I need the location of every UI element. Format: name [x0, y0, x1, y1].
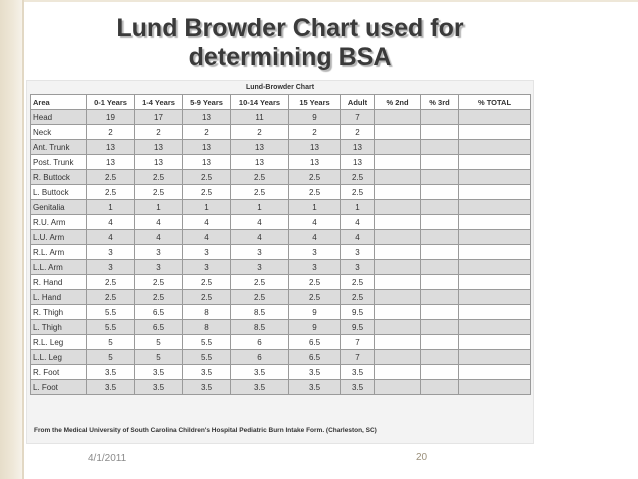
- body-area-cell: L.L. Arm: [31, 260, 87, 275]
- table-cell: [375, 290, 421, 305]
- column-header: 15 Years: [289, 95, 341, 110]
- body-area-cell: R.L. Arm: [31, 245, 87, 260]
- table-row: [31, 305, 531, 320]
- table-cell: 2.5: [183, 185, 231, 200]
- table-cell: 6.5: [135, 320, 183, 335]
- table-cell: [421, 335, 459, 350]
- table-cell: [421, 350, 459, 365]
- table-cell: [421, 185, 459, 200]
- table-cell: 2.5: [87, 170, 135, 185]
- table-cell: 13: [183, 110, 231, 125]
- table-cell: [375, 260, 421, 275]
- table-cell: 1: [135, 200, 183, 215]
- body-area-cell: Ant. Trunk: [31, 140, 87, 155]
- table-cell: 2.5: [231, 290, 289, 305]
- table-cell: [421, 110, 459, 125]
- body-area-cell: Neck: [31, 125, 87, 140]
- table-cell: 2: [135, 125, 183, 140]
- column-header: Adult: [341, 95, 375, 110]
- table-cell: 3: [289, 260, 341, 275]
- table-cell: [421, 380, 459, 395]
- table-cell: 9.5: [341, 320, 375, 335]
- table-cell: 7: [341, 335, 375, 350]
- table-cell: 13: [231, 155, 289, 170]
- table-cell: 3: [183, 260, 231, 275]
- table-cell: 13: [183, 155, 231, 170]
- table-cell: [459, 170, 531, 185]
- table-cell: [375, 380, 421, 395]
- table-cell: 13: [341, 140, 375, 155]
- table-row: [31, 170, 531, 185]
- table-cell: 3: [231, 260, 289, 275]
- table-cell: 3.5: [289, 380, 341, 395]
- table-cell: 4: [183, 230, 231, 245]
- table-cell: 8: [183, 305, 231, 320]
- table-cell: 4: [135, 230, 183, 245]
- table-cell: 2.5: [341, 275, 375, 290]
- table-cell: [375, 365, 421, 380]
- table-cell: 13: [87, 155, 135, 170]
- table-cell: 4: [87, 215, 135, 230]
- table-cell: [459, 290, 531, 305]
- table-cell: [459, 140, 531, 155]
- table-cell: 3.5: [341, 380, 375, 395]
- table-cell: [375, 200, 421, 215]
- table-cell: 3.5: [231, 380, 289, 395]
- table-cell: 3.5: [289, 365, 341, 380]
- table-cell: [459, 305, 531, 320]
- table-cell: 4: [183, 215, 231, 230]
- table-cell: 7: [341, 350, 375, 365]
- table-cell: 2.5: [183, 290, 231, 305]
- top-border-line: [24, 0, 638, 2]
- body-area-cell: L.U. Arm: [31, 230, 87, 245]
- table-cell: 2.5: [135, 170, 183, 185]
- table-cell: 2.5: [231, 170, 289, 185]
- table-cell: 3.5: [87, 365, 135, 380]
- column-header: 10-14 Years: [231, 95, 289, 110]
- table-cell: 2.5: [231, 275, 289, 290]
- table-cell: 6: [231, 350, 289, 365]
- table-cell: 2: [87, 125, 135, 140]
- table-cell: 2.5: [87, 275, 135, 290]
- table-cell: 19: [87, 110, 135, 125]
- body-area-cell: R. Foot: [31, 365, 87, 380]
- column-header: 1-4 Years: [135, 95, 183, 110]
- table-cell: 3.5: [87, 380, 135, 395]
- table-cell: 3: [183, 245, 231, 260]
- table-header-row: [31, 95, 531, 110]
- table-cell: 5: [135, 335, 183, 350]
- table-cell: 3: [135, 245, 183, 260]
- table-cell: 2.5: [341, 290, 375, 305]
- table-cell: [421, 245, 459, 260]
- table-cell: [375, 215, 421, 230]
- table-cell: 2.5: [183, 275, 231, 290]
- table-cell: [375, 350, 421, 365]
- table-row: [31, 380, 531, 395]
- table-cell: 8.5: [231, 320, 289, 335]
- table-cell: [459, 230, 531, 245]
- table-cell: 4: [231, 215, 289, 230]
- table-cell: 2.5: [341, 185, 375, 200]
- body-area-cell: Genitalia: [31, 200, 87, 215]
- table-cell: 2.5: [289, 185, 341, 200]
- body-area-cell: L. Buttock: [31, 185, 87, 200]
- table-row: [31, 230, 531, 245]
- table-cell: [375, 155, 421, 170]
- table-row: [31, 320, 531, 335]
- table-cell: 11: [231, 110, 289, 125]
- table-cell: 4: [231, 230, 289, 245]
- table-cell: 6.5: [289, 350, 341, 365]
- table-cell: 3: [289, 245, 341, 260]
- table-cell: [375, 140, 421, 155]
- table-cell: 2.5: [341, 170, 375, 185]
- table-cell: [375, 125, 421, 140]
- table-cell: [421, 305, 459, 320]
- table-cell: [459, 215, 531, 230]
- table-cell: 17: [135, 110, 183, 125]
- table-cell: 3.5: [135, 365, 183, 380]
- footer-date: 4/1/2011: [88, 453, 127, 464]
- table-row: [31, 260, 531, 275]
- table-cell: [421, 215, 459, 230]
- table-row: [31, 215, 531, 230]
- table-cell: 3.5: [341, 365, 375, 380]
- table-cell: 3.5: [183, 380, 231, 395]
- table-cell: 13: [341, 155, 375, 170]
- table-row: [31, 125, 531, 140]
- table-cell: 9: [289, 305, 341, 320]
- table-row: [31, 275, 531, 290]
- table-cell: [421, 125, 459, 140]
- table-cell: 4: [289, 230, 341, 245]
- table-cell: [459, 260, 531, 275]
- table-cell: 2.5: [289, 275, 341, 290]
- body-area-cell: R.L. Leg: [31, 335, 87, 350]
- table-row: [31, 290, 531, 305]
- table-cell: 5: [135, 350, 183, 365]
- footer-page-number: 20: [416, 452, 428, 463]
- table-cell: [421, 155, 459, 170]
- table-cell: 3: [135, 260, 183, 275]
- table-cell: 2.5: [289, 170, 341, 185]
- table-cell: 1: [289, 200, 341, 215]
- table-row: [31, 185, 531, 200]
- table-cell: 7: [341, 110, 375, 125]
- table-cell: 5: [87, 335, 135, 350]
- body-area-cell: R.U. Arm: [31, 215, 87, 230]
- table-row: [31, 200, 531, 215]
- table-cell: 13: [231, 140, 289, 155]
- table-cell: 13: [135, 155, 183, 170]
- left-bar-divider: [22, 0, 24, 479]
- table-cell: 1: [231, 200, 289, 215]
- table-cell: 6: [231, 335, 289, 350]
- column-header: 5-9 Years: [183, 95, 231, 110]
- table-cell: 8.5: [231, 305, 289, 320]
- table-cell: [459, 380, 531, 395]
- table-cell: [421, 260, 459, 275]
- table-cell: [375, 305, 421, 320]
- table-cell: [459, 245, 531, 260]
- body-area-cell: L.L. Leg: [31, 350, 87, 365]
- table-cell: [375, 230, 421, 245]
- table-cell: 2.5: [135, 185, 183, 200]
- table-body: [31, 110, 531, 395]
- lund-browder-table: [30, 94, 531, 395]
- table-cell: 1: [341, 200, 375, 215]
- table-row: [31, 335, 531, 350]
- table-cell: 5.5: [87, 305, 135, 320]
- table-cell: 9: [289, 320, 341, 335]
- table-cell: [421, 230, 459, 245]
- table-cell: 2.5: [135, 290, 183, 305]
- table-cell: 13: [183, 140, 231, 155]
- table-cell: [421, 170, 459, 185]
- table-cell: 2: [183, 125, 231, 140]
- table-row: [31, 365, 531, 380]
- table-cell: 2.5: [135, 275, 183, 290]
- table-cell: 4: [341, 230, 375, 245]
- table-cell: [459, 200, 531, 215]
- table-cell: 2: [341, 125, 375, 140]
- table-cell: 5.5: [183, 350, 231, 365]
- table-cell: [459, 350, 531, 365]
- column-header: Area: [31, 95, 87, 110]
- slide-title: Lund Browder Chart used for determining BSA: [116, 14, 464, 71]
- body-area-cell: R. Buttock: [31, 170, 87, 185]
- table-cell: [421, 290, 459, 305]
- table-cell: [375, 170, 421, 185]
- table-cell: [459, 125, 531, 140]
- table-cell: [421, 320, 459, 335]
- table-row: [31, 155, 531, 170]
- table-cell: 2: [289, 125, 341, 140]
- table-cell: 2.5: [231, 185, 289, 200]
- table-cell: 1: [87, 200, 135, 215]
- table-cell: 3.5: [231, 365, 289, 380]
- table-cell: 4: [135, 215, 183, 230]
- table-cell: 4: [341, 215, 375, 230]
- table-cell: 13: [289, 155, 341, 170]
- table-cell: 3: [341, 245, 375, 260]
- table-cell: [421, 140, 459, 155]
- table-cell: 9.5: [341, 305, 375, 320]
- table-cell: 4: [87, 230, 135, 245]
- table-row: [31, 140, 531, 155]
- table-cell: [459, 185, 531, 200]
- column-header: % 3rd: [421, 95, 459, 110]
- body-area-cell: R. Hand: [31, 275, 87, 290]
- table-cell: 3: [87, 260, 135, 275]
- table-cell: 1: [183, 200, 231, 215]
- table-cell: [421, 275, 459, 290]
- table-cell: 5: [87, 350, 135, 365]
- table-cell: 2.5: [183, 170, 231, 185]
- left-decorative-bar: [0, 0, 22, 479]
- table-cell: 3: [87, 245, 135, 260]
- table-cell: 3.5: [183, 365, 231, 380]
- table-cell: 8: [183, 320, 231, 335]
- source-note: From the Medical University of South Carolina Children's Hospital Pediatric Burn Intake Form. (Charleston, SC): [34, 427, 377, 434]
- chart-title: Lund-Browder Chart: [245, 84, 315, 91]
- table-cell: 5.5: [183, 335, 231, 350]
- column-header: % 2nd: [375, 95, 421, 110]
- table-cell: [459, 320, 531, 335]
- body-area-cell: Head: [31, 110, 87, 125]
- table-cell: [375, 110, 421, 125]
- table-cell: 2.5: [87, 185, 135, 200]
- column-header: 0-1 Years: [87, 95, 135, 110]
- table-cell: 13: [87, 140, 135, 155]
- table-row: [31, 245, 531, 260]
- table-cell: [375, 185, 421, 200]
- table-cell: 2: [231, 125, 289, 140]
- body-area-cell: R. Thigh: [31, 305, 87, 320]
- table-cell: 3: [341, 260, 375, 275]
- table-cell: [459, 365, 531, 380]
- table-cell: [375, 320, 421, 335]
- body-area-cell: Post. Trunk: [31, 155, 87, 170]
- table-cell: [375, 275, 421, 290]
- table-row: [31, 350, 531, 365]
- table-cell: [459, 155, 531, 170]
- body-area-cell: L. Foot: [31, 380, 87, 395]
- table-cell: 5.5: [87, 320, 135, 335]
- table-cell: 13: [135, 140, 183, 155]
- table-cell: [421, 200, 459, 215]
- table-cell: [375, 335, 421, 350]
- table-cell: 13: [289, 140, 341, 155]
- table-cell: [375, 245, 421, 260]
- table-cell: 9: [289, 110, 341, 125]
- body-area-cell: L. Hand: [31, 290, 87, 305]
- table-cell: 2.5: [289, 290, 341, 305]
- table-cell: 3: [231, 245, 289, 260]
- table-row: [31, 110, 531, 125]
- table-cell: [421, 365, 459, 380]
- table-cell: [459, 335, 531, 350]
- table-cell: 6.5: [135, 305, 183, 320]
- body-area-cell: L. Thigh: [31, 320, 87, 335]
- column-header: % TOTAL: [459, 95, 531, 110]
- table-cell: 3.5: [135, 380, 183, 395]
- table-cell: [459, 110, 531, 125]
- table-cell: 6.5: [289, 335, 341, 350]
- table-cell: [459, 275, 531, 290]
- table-cell: 4: [289, 215, 341, 230]
- table-cell: 2.5: [87, 290, 135, 305]
